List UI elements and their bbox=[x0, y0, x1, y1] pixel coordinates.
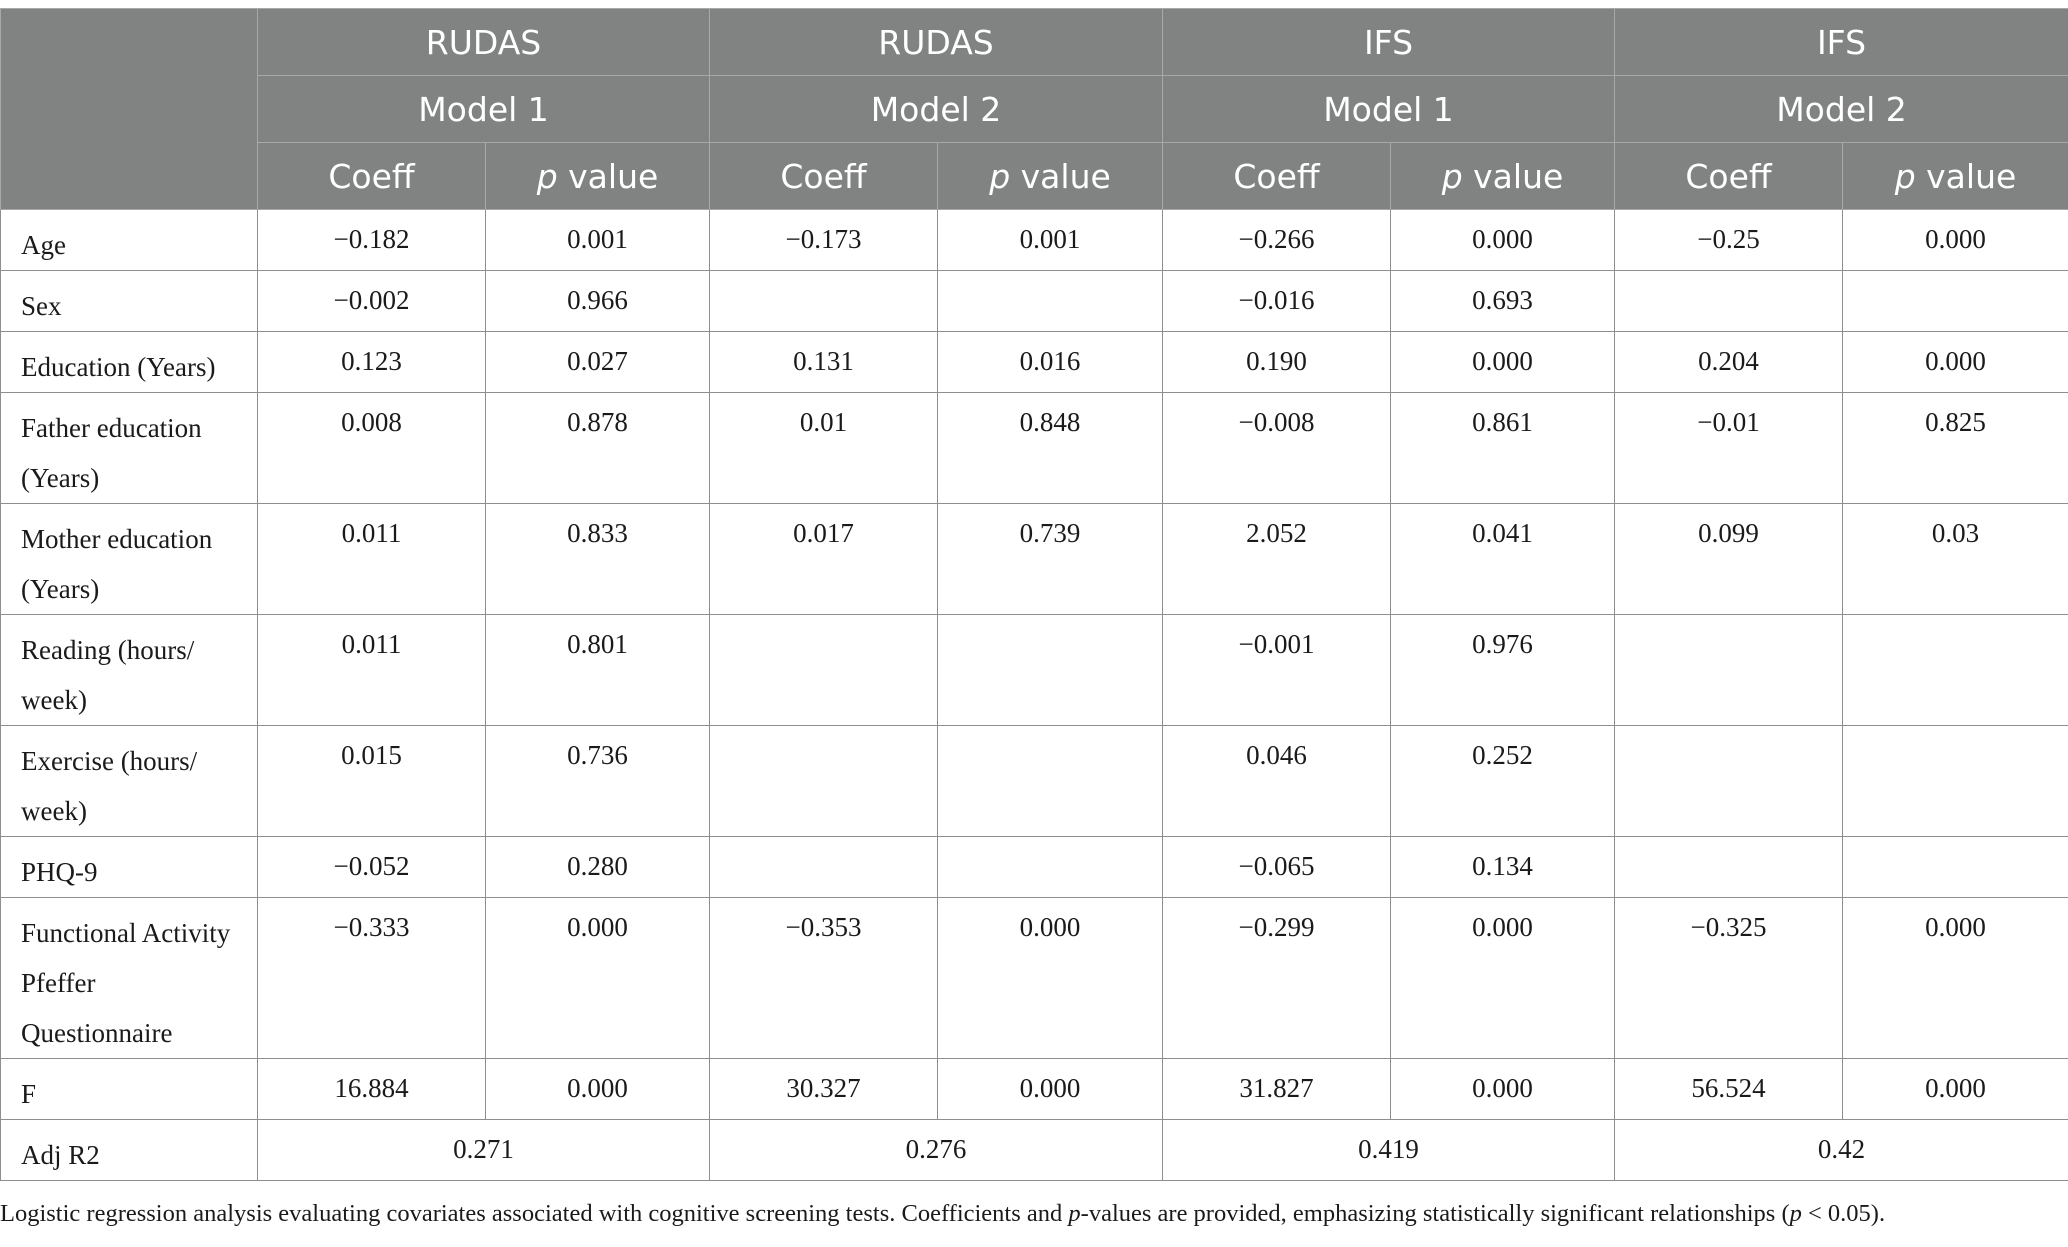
table-row bbox=[1, 271, 2068, 332]
coeff-cell: −0.01 bbox=[1615, 393, 1843, 504]
coeff-cell: −0.173 bbox=[710, 210, 938, 271]
coeff-cell: 31.827 bbox=[1163, 1059, 1391, 1120]
coeff-cell: 0.017 bbox=[710, 504, 938, 615]
p-value-cell: 0.966 bbox=[486, 271, 710, 332]
model-header: Model 2 bbox=[1615, 76, 2068, 143]
caption-text: Logistic regression analysis evaluating covariates associated with cognitive screening tests. Coefficients and bbox=[0, 1200, 1069, 1227]
coeff-cell: 0.190 bbox=[1163, 332, 1391, 393]
row-label: PHQ-9 bbox=[1, 837, 258, 898]
p-value-cell: 0.001 bbox=[486, 210, 710, 271]
p-value-suffix: value bbox=[1915, 156, 2017, 196]
coeff-cell bbox=[710, 615, 938, 726]
p-symbol: p bbox=[989, 156, 1011, 196]
p-value-cell: 0.861 bbox=[1391, 393, 1615, 504]
coeff-cell: −0.065 bbox=[1163, 837, 1391, 898]
p-value-cell: 0.976 bbox=[1391, 615, 1615, 726]
coeff-cell: −0.182 bbox=[258, 210, 486, 271]
table-caption bbox=[0, 1200, 2068, 1228]
p-value-cell: 0.848 bbox=[938, 393, 1163, 504]
coeff-header: Coeff bbox=[258, 143, 486, 210]
coeff-cell: 0.046 bbox=[1163, 726, 1391, 837]
p-value-cell: 0.000 bbox=[1391, 210, 1615, 271]
p-value-cell: 0.000 bbox=[1843, 332, 2068, 393]
p-value-cell: 0.833 bbox=[486, 504, 710, 615]
coeff-cell: 16.884 bbox=[258, 1059, 486, 1120]
coeff-cell: 0.011 bbox=[258, 504, 486, 615]
p-value-cell bbox=[1843, 726, 2068, 837]
p-value-cell: 0.252 bbox=[1391, 726, 1615, 837]
group-header: RUDAS bbox=[710, 9, 1163, 76]
p-value-suffix: value bbox=[1010, 156, 1111, 196]
table-row bbox=[1, 393, 2068, 504]
p-value-cell: 0.000 bbox=[1391, 898, 1615, 1059]
row-label: Father education (Years) bbox=[1, 393, 258, 504]
p-value-header bbox=[486, 143, 710, 210]
coeff-cell bbox=[1615, 271, 1843, 332]
p-value-cell bbox=[1843, 837, 2068, 898]
p-value-cell: 0.693 bbox=[1391, 271, 1615, 332]
coeff-cell bbox=[1615, 726, 1843, 837]
p-value-cell: 0.825 bbox=[1843, 393, 2068, 504]
p-value-header bbox=[1391, 143, 1615, 210]
p-value-cell bbox=[1843, 271, 2068, 332]
coeff-cell bbox=[710, 726, 938, 837]
table-row bbox=[1, 898, 2068, 1059]
p-value-suffix: value bbox=[1462, 156, 1564, 196]
coeff-cell: 0.015 bbox=[258, 726, 486, 837]
p-value-cell bbox=[938, 271, 1163, 332]
caption-p-symbol: p bbox=[1789, 1200, 1802, 1227]
coeff-cell: −0.001 bbox=[1163, 615, 1391, 726]
coeff-cell: −0.002 bbox=[258, 271, 486, 332]
caption-text: -values are provided, emphasizing statistically significant relationships ( bbox=[1080, 1200, 1790, 1227]
adj-r2-value: 0.271 bbox=[258, 1120, 710, 1181]
coeff-cell: 0.123 bbox=[258, 332, 486, 393]
model-header: Model 1 bbox=[258, 76, 710, 143]
table-row bbox=[1, 332, 2068, 393]
caption-p-symbol: p bbox=[1068, 1200, 1081, 1227]
coeff-cell: −0.299 bbox=[1163, 898, 1391, 1059]
row-label: Exercise (hours/ week) bbox=[1, 726, 258, 837]
row-label: Education (Years) bbox=[1, 332, 258, 393]
p-value-cell: 0.000 bbox=[486, 898, 710, 1059]
row-label: Functional Activity Pfeffer Questionnaire bbox=[1, 898, 258, 1059]
row-label: Reading (hours/ week) bbox=[1, 615, 258, 726]
p-value-cell: 0.000 bbox=[1391, 1059, 1615, 1120]
adj-r2-value: 0.42 bbox=[1615, 1120, 2068, 1181]
p-value-cell: 0.03 bbox=[1843, 504, 2068, 615]
p-value-cell: 0.739 bbox=[938, 504, 1163, 615]
p-value-cell bbox=[938, 837, 1163, 898]
group-header: RUDAS bbox=[258, 9, 710, 76]
table-row bbox=[1, 615, 2068, 726]
p-value-suffix: value bbox=[557, 156, 659, 196]
coeff-header: Coeff bbox=[1615, 143, 1843, 210]
p-value-header bbox=[938, 143, 1163, 210]
p-value-cell: 0.016 bbox=[938, 332, 1163, 393]
coeff-cell: −0.266 bbox=[1163, 210, 1391, 271]
p-value-cell: 0.134 bbox=[1391, 837, 1615, 898]
coeff-cell: −0.325 bbox=[1615, 898, 1843, 1059]
adj-r2-row bbox=[1, 1120, 2068, 1181]
row-label: Sex bbox=[1, 271, 258, 332]
coeff-cell bbox=[1615, 837, 1843, 898]
table-row bbox=[1, 504, 2068, 615]
coeff-cell bbox=[710, 837, 938, 898]
p-value-cell: 0.000 bbox=[1843, 1059, 2068, 1120]
table-row bbox=[1, 837, 2068, 898]
caption-text: < 0.05). bbox=[1801, 1200, 1886, 1227]
p-value-cell bbox=[938, 615, 1163, 726]
row-label: F bbox=[1, 1059, 258, 1120]
p-value-cell bbox=[938, 726, 1163, 837]
model-header: Model 1 bbox=[1163, 76, 1615, 143]
coeff-cell: −0.008 bbox=[1163, 393, 1391, 504]
coeff-cell: −0.052 bbox=[258, 837, 486, 898]
adj-r2-value: 0.276 bbox=[710, 1120, 1163, 1181]
p-value-cell: 0.041 bbox=[1391, 504, 1615, 615]
p-value-cell: 0.001 bbox=[938, 210, 1163, 271]
coeff-cell: 56.524 bbox=[1615, 1059, 1843, 1120]
coeff-cell: 0.204 bbox=[1615, 332, 1843, 393]
p-value-cell: 0.027 bbox=[486, 332, 710, 393]
table-row bbox=[1, 1059, 2068, 1120]
coeff-cell: 30.327 bbox=[710, 1059, 938, 1120]
coeff-cell: 0.008 bbox=[258, 393, 486, 504]
p-value-cell: 0.000 bbox=[1843, 898, 2068, 1059]
coeff-cell: −0.353 bbox=[710, 898, 938, 1059]
p-value-cell: 0.000 bbox=[1843, 210, 2068, 271]
row-label: Mother education (Years) bbox=[1, 504, 258, 615]
regression-table bbox=[0, 8, 2068, 1181]
coeff-cell: 0.01 bbox=[710, 393, 938, 504]
p-value-cell: 0.000 bbox=[938, 1059, 1163, 1120]
group-header: IFS bbox=[1163, 9, 1615, 76]
coeff-cell bbox=[1615, 615, 1843, 726]
table-row bbox=[1, 726, 2068, 837]
row-label: Adj R2 bbox=[1, 1120, 258, 1181]
row-label: Age bbox=[1, 210, 258, 271]
p-value-cell: 0.736 bbox=[486, 726, 710, 837]
p-symbol: p bbox=[1894, 156, 1916, 196]
coeff-cell: 0.131 bbox=[710, 332, 938, 393]
p-symbol: p bbox=[1441, 156, 1463, 196]
adj-r2-value: 0.419 bbox=[1163, 1120, 1615, 1181]
p-value-cell: 0.801 bbox=[486, 615, 710, 726]
p-value-cell: 0.878 bbox=[486, 393, 710, 504]
p-value-header bbox=[1843, 143, 2068, 210]
group-header: IFS bbox=[1615, 9, 2068, 76]
model-header: Model 2 bbox=[710, 76, 1163, 143]
p-value-cell: 0.000 bbox=[938, 898, 1163, 1059]
coeff-header: Coeff bbox=[1163, 143, 1391, 210]
header-corner bbox=[1, 9, 258, 210]
p-value-cell: 0.000 bbox=[1391, 332, 1615, 393]
table-row bbox=[1, 210, 2068, 271]
coeff-cell: −0.333 bbox=[258, 898, 486, 1059]
coeff-cell: 0.011 bbox=[258, 615, 486, 726]
coeff-cell: −0.25 bbox=[1615, 210, 1843, 271]
p-value-cell bbox=[1843, 615, 2068, 726]
coeff-header: Coeff bbox=[710, 143, 938, 210]
p-value-cell: 0.280 bbox=[486, 837, 710, 898]
p-value-cell: 0.000 bbox=[486, 1059, 710, 1120]
p-symbol: p bbox=[536, 156, 558, 196]
coeff-cell: −0.016 bbox=[1163, 271, 1391, 332]
coeff-cell bbox=[710, 271, 938, 332]
coeff-cell: 0.099 bbox=[1615, 504, 1843, 615]
coeff-cell: 2.052 bbox=[1163, 504, 1391, 615]
